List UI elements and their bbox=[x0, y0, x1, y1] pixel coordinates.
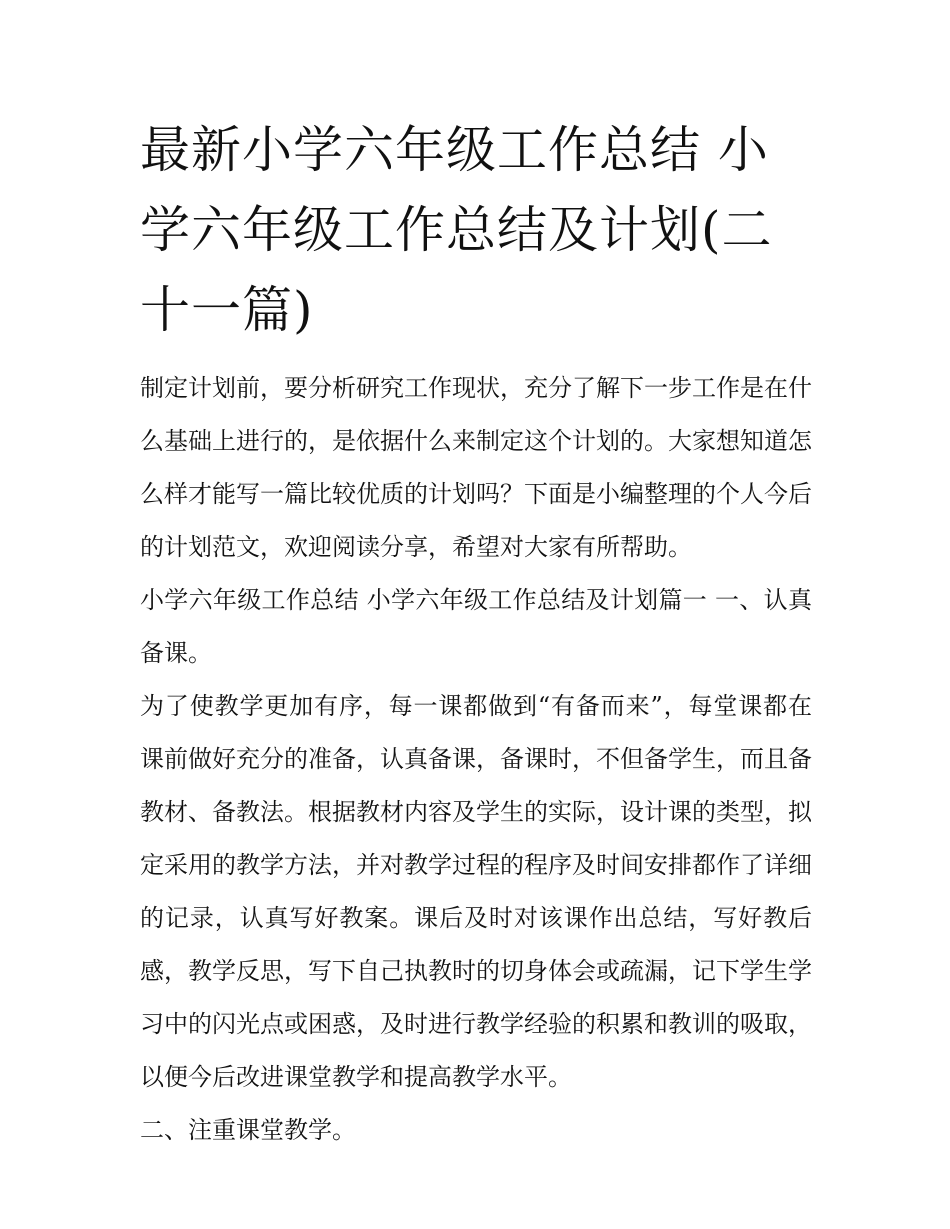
document-page bbox=[140, 110, 812, 1157]
section-heading-paragraph: 小学六年级工作总结 小学六年级工作总结及计划篇一 一、认真备课。 bbox=[140, 586, 812, 667]
section-heading-2: 二、注重课堂教学。 bbox=[140, 1116, 356, 1144]
document-title: 最新小学六年级工作总结 小学六年级工作总结及计划(二十一篇) bbox=[140, 121, 773, 339]
body-paragraph: 为了使教学更加有序，每一课都做到“有备而来”，每堂课都在课前做好充分的准备，认真备课，备课时，不但备学生，而且备教材、备教法。根据教材内容及学生的实际，设计课的类型，拟定采用的教学方法，并对教学过程的程序及时间安排都作了详细的记录，认真写好教案。课后及时对该课作出总结，写好教后感，教学反思，写下自己执教时的切身体会或疏漏，记下学生学习中的闪光点或困惑，及时进行教学经验的积累和教训的吸取，以便今后改进课堂教学和提高教学水平。 bbox=[140, 692, 812, 1091]
intro-paragraph: 制定计划前，要分析研究工作现状，充分了解下一步工作是在什么基础上进行的，是依据什么来制定这个计划的。大家想知道怎么样才能写一篇比较优质的计划吗？下面是小编整理的个人今后的计划范文，欢迎阅读分享，希望对大家有所帮助。 bbox=[140, 374, 812, 561]
